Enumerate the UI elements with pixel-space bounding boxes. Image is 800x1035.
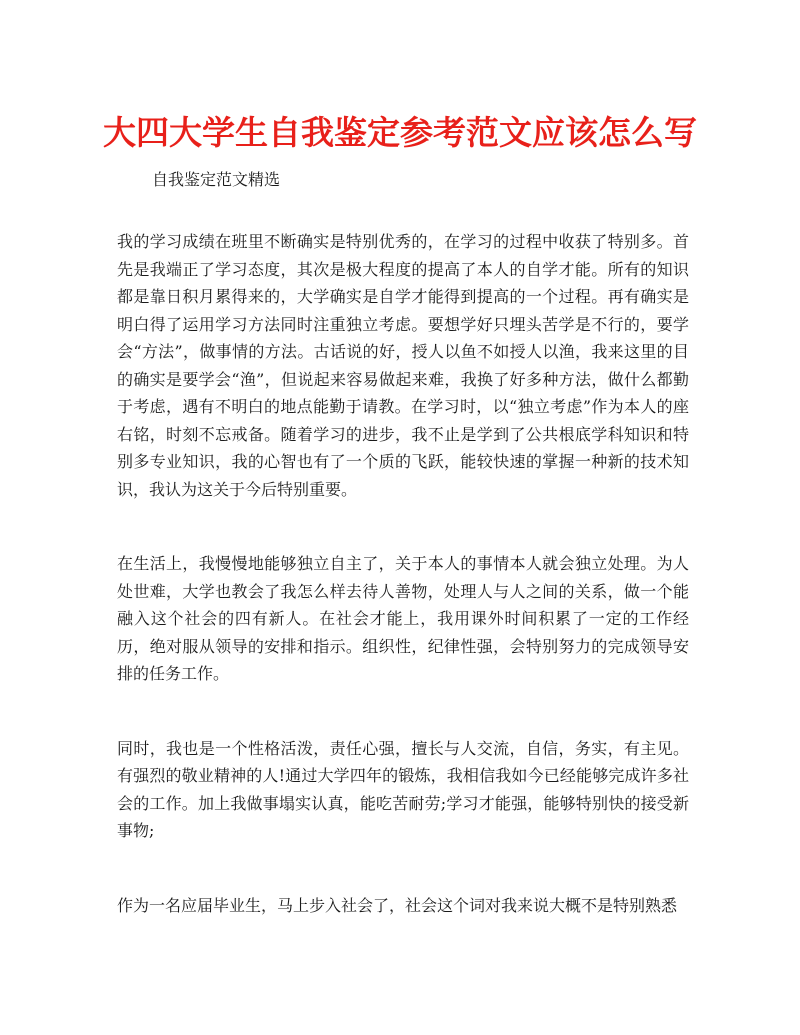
paragraph-personality: 同时，我也是一个性格活泼，责任心强，擅长与人交流，自信，务实，有主见。有强烈的敬业精神的人!通过大学四年的锻炼，我相信我如今已经能够完成许多社会的工作。加上我做事塌实认真，能吃苦耐劳;学习才能强，能够特别快的接受新事物; xyxy=(117,738,689,840)
paragraph-study: 我的学习成绩在班里不断确实是特别优秀的，在学习的过程中收获了特别多。首先是我端正了学习态度，其次是极大程度的提高了本人的自学才能。所有的知识都是靠日积月累得来的，大学确实是自学才能得到提高的一个过程。再有确实是明白得了运用学习方法同时注重独立考虑。要想学好只埋头苦学是不行的，要学会“方法”，做事情的方法。古话说的好，授人以鱼不如授人以渔，我来这里的目的确实是要学会“渔”，但说起来容易做起来难，我换了好多种方法，做什么都勤于考虑，遇有不明白的地点能勤于请教。在学习时，以“独立考虑”作为本人的座右铭，时刻不忘戒备。随着学习的进步，我不止是学到了公共根底学科知识和特别多专业知识，我的心智也有了一个质的飞跃，能较快速的掌握一种新的技术知识，我认为这关于今后特别重要。 xyxy=(117,232,689,499)
document-subtitle: 自我鉴定范文精选 xyxy=(152,170,281,189)
paragraph-life: 在生活上，我慢慢地能够独立自主了，关于本人的事情本人就会独立处理。为人处世难，大学也教会了我怎么样去待人善物，处理人与人之间的关系，做一个能融入这个社会的四有新人。在社会才能上，我用课外时间积累了一定的工作经历，绝对服从领导的安排和指示。组织性，纪律性强，会特别努力的完成领导安排的任务工作。 xyxy=(117,554,689,683)
document-title: 大四大学生自我鉴定参考范文应该怎么写 xyxy=(103,113,697,152)
paragraph-graduate: 作为一名应届毕业生，马上步入社会了，社会这个词对我来说大概不是特别熟悉 xyxy=(117,895,678,915)
document-body xyxy=(117,228,689,966)
